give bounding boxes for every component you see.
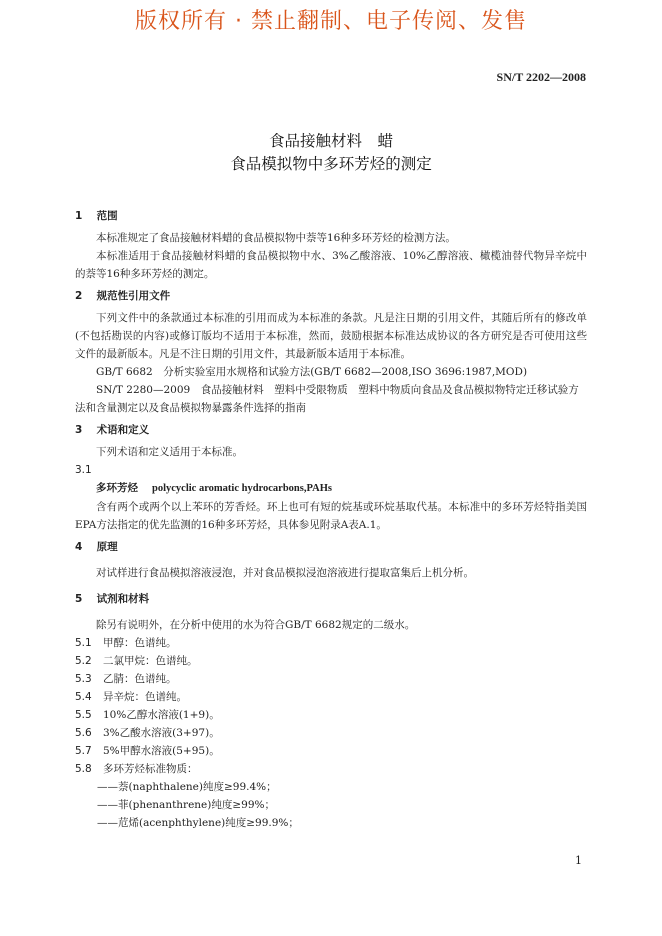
section-title: 原理 [96, 541, 118, 553]
item-number: 5.2 [75, 655, 92, 667]
item-text: 3%乙酸水溶液(3+97)。 [103, 727, 220, 739]
item-number: 5.7 [75, 745, 92, 757]
term-entry [75, 479, 587, 498]
section-heading-terms [75, 421, 587, 439]
term-definition: 含有两个或两个以上苯环的芳香烃。环上也可有短的烷基或环烷基取代基。本标准中的多环芳烃特指美国EPA方法指定的优先监测的16种多环芳烃，具体参见附录A表A.1。 [75, 501, 587, 531]
item-text: 5%甲醇水溶液(5+95)。 [103, 745, 220, 757]
item-text: 多环芳烃标准物质： [103, 763, 198, 775]
section-number: 3 [75, 424, 83, 436]
reagent-item [75, 670, 587, 688]
document-title: 食品接触材料 蜡 [268, 132, 393, 150]
item-number: 5.8 [75, 763, 92, 775]
item-text: 甲醇：色谱纯。 [103, 637, 177, 649]
section-title: 术语和定义 [96, 424, 150, 436]
document-subtitle: 食品模拟物中多环芳烃的测定 [230, 155, 432, 173]
reagent-item [75, 634, 587, 652]
reference-item: GB/T 6682 分析实验室用水规格和试验方法(GB/T 6682—2008,ISO 3696:1987,MOD) [96, 366, 528, 378]
paragraph: 下列文件中的条款通过本标准的引用而成为本标准的条款。凡是注日期的引用文件，其随后所有的修改单(不包括勘误的内容)或修订版均不适用于本标准，然而，鼓励根据本标准达成协议的各方研究是否可使用这些文件的最新版本。凡是不注日期的引用文件，其最新版本适用于本标准。 [75, 312, 587, 360]
item-text: 乙腈：色谱纯。 [103, 673, 177, 685]
item-text: 异辛烷：色谱纯。 [103, 691, 187, 703]
reagent-item [75, 724, 587, 742]
paragraph: 本标准规定了食品接触材料蜡的食品模拟物中萘等16种多环芳烃的检测方法。 [96, 232, 456, 244]
paragraph: 下列术语和定义适用于本标准。 [96, 446, 243, 458]
item-text: 二氯甲烷：色谱纯。 [103, 655, 198, 667]
copyright-watermark: 版权所有 · 禁止翻制、电子传阅、发售 [135, 9, 527, 34]
item-number: 5.1 [75, 637, 92, 649]
reference-item: SN/T 2280—2009 食品接触材料 塑料中受限物质 塑料中物质向食品及食品模拟物特定迁移试验方法和含量测定以及食品模拟物暴露条件选择的指南 [75, 384, 579, 414]
section-title: 试剂和材料 [96, 593, 150, 605]
item-number: 5.4 [75, 691, 92, 703]
section-number: 2 [75, 290, 83, 302]
reagent-item [75, 742, 587, 760]
standard-substance-item: ——菲(phenanthrene)纯度≥99%； [97, 799, 276, 811]
term-chinese: 多环芳烃 [96, 482, 138, 494]
section-number: 1 [75, 210, 83, 222]
section-heading-principle [75, 538, 587, 556]
reagent-item [75, 706, 587, 724]
reagent-item [75, 760, 587, 778]
reagent-item [75, 652, 587, 670]
term-english: polycyclic aromatic hydrocarbons,PAHs [152, 483, 332, 494]
section-number: 5 [75, 593, 83, 605]
page-number: 1 [575, 854, 582, 867]
section-heading-scope [75, 207, 587, 225]
item-text: 10%乙醇水溶液(1+9)。 [103, 709, 220, 721]
section-heading-normative-references [75, 287, 587, 305]
paragraph: 本标准适用于食品接触材料蜡的食品模拟物中水、3%乙酸溶液、10%乙醇溶液、橄榄油替代物异辛烷中的萘等16种多环芳烃的测定。 [75, 250, 587, 280]
section-heading-reagents [75, 590, 587, 608]
item-number: 5.5 [75, 709, 92, 721]
standard-substance-item: ——萘(naphthalene)纯度≥99.4%； [97, 781, 277, 793]
section-title: 规范性引用文件 [96, 290, 171, 302]
item-number: 5.3 [75, 673, 92, 685]
reagent-item [75, 688, 587, 706]
subsection-number: 3.1 [75, 464, 92, 476]
item-number: 5.6 [75, 727, 92, 739]
section-title: 范围 [96, 210, 118, 222]
document-body [75, 207, 587, 832]
standard-substance-item: ——苊烯(acenphthylene)纯度≥99.9%； [97, 817, 299, 829]
section-number: 4 [75, 541, 83, 553]
paragraph: 除另有说明外，在分析中使用的水为符合GB/T 6682规定的二级水。 [96, 619, 416, 631]
standard-number: SN/T 2202—2008 [496, 70, 586, 84]
paragraph: 对试样进行食品模拟溶液浸泡，并对食品模拟浸泡溶液进行提取富集后上机分析。 [96, 567, 474, 579]
